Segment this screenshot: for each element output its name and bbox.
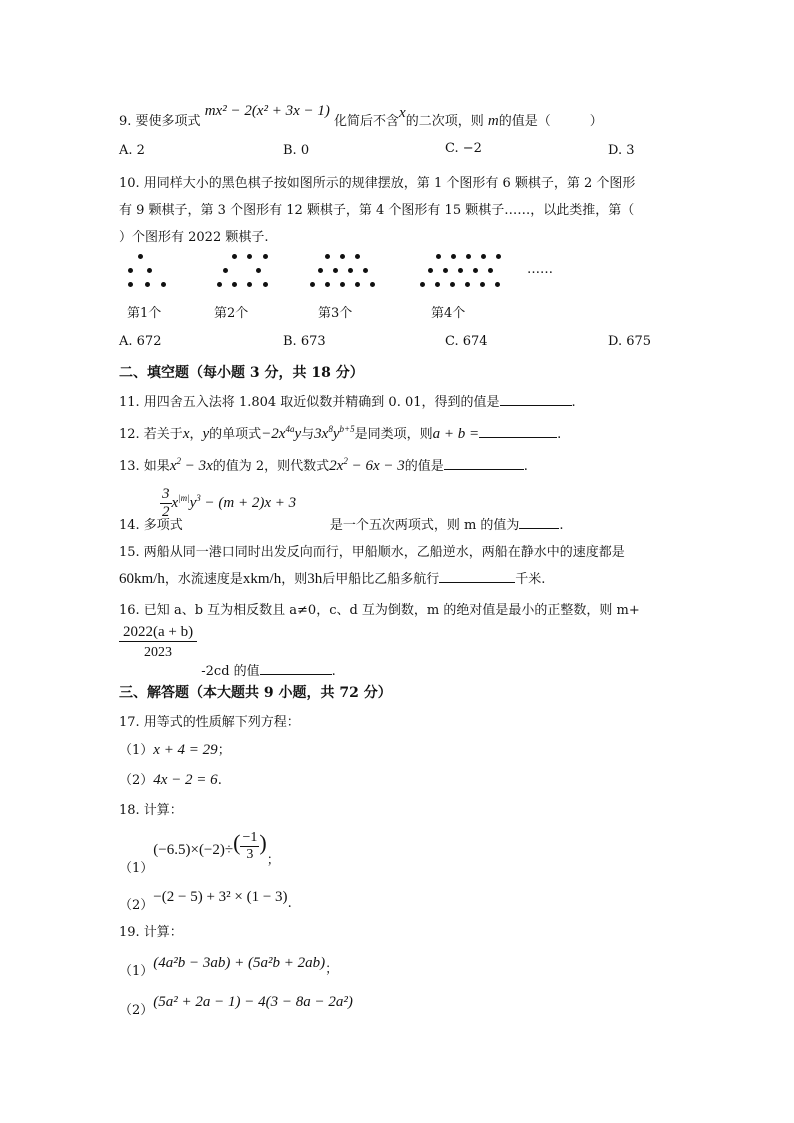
q9-option-b: B. 0 xyxy=(283,143,310,158)
figure-label-2: 第2个 xyxy=(214,306,249,321)
q9-option-a: A. 2 xyxy=(119,143,145,158)
section-fill-in-title: 二、填空题（每小题 3 分，共 18 分） xyxy=(119,365,364,381)
chess-piece xyxy=(465,282,470,287)
chess-piece xyxy=(340,282,345,287)
chess-piece xyxy=(138,254,143,259)
figure-label-4: 第4个 xyxy=(431,306,466,321)
chess-piece xyxy=(340,254,345,259)
chess-piece xyxy=(481,254,486,259)
chess-piece xyxy=(496,254,501,259)
chess-piece xyxy=(232,254,237,259)
chess-piece xyxy=(147,268,152,273)
q19-title: 19. 计算： xyxy=(119,925,183,940)
chess-piece xyxy=(128,268,133,273)
question-11: 11. 用四舍五入法将 1.804 取近似数并精确到 0. 01，得到的值是 . xyxy=(119,395,576,410)
q10-option-b: B. 673 xyxy=(283,334,326,349)
chess-piece xyxy=(247,254,252,259)
q10-line-2: 有 9 颗棋子，第 3 个图形有 12 颗棋子，第 4 个图形有 15 颗棋子……，以此类推，第（ xyxy=(119,203,635,218)
chess-piece xyxy=(145,282,150,287)
q9-expression: mx² − 2(x² + 3x − 1) xyxy=(204,103,330,119)
chess-piece xyxy=(428,268,433,273)
q10-option-d: D. 675 xyxy=(608,334,652,349)
chess-piece xyxy=(495,282,500,287)
figure-label-1: 第1个 xyxy=(127,306,162,321)
q19-part-2: （2）(5a² + 2a − 1) − 4(3 − 8a − 2a²) xyxy=(119,994,353,1018)
q10-line-1: 10. 用同样大小的黑色棋子按如图所示的规律摆放，第 1 个图形有 6 颗棋子，第 2 个图形 xyxy=(119,176,636,191)
chess-piece xyxy=(466,254,471,259)
q16-line-2: $\frac{2022(a + b)}{2023}$ -2cd 的值 . xyxy=(119,624,336,661)
section-answer-title: 三、解答题（本大题共 9 小题，共 72 分） xyxy=(119,685,392,701)
chess-piece xyxy=(363,268,368,273)
q18-part-2: （2）−(2 − 5) + 3² × (1 − 3). xyxy=(119,889,292,913)
question-13: 13. 如果$x^2 - 3x$的值为 2，则代数式$2x^2 - 6x - 3$的值是 . xyxy=(119,456,528,474)
chess-piece xyxy=(348,268,353,273)
chess-piece xyxy=(435,282,440,287)
chess-piece xyxy=(325,254,330,259)
chess-piece xyxy=(355,282,360,287)
chess-piece xyxy=(223,268,228,273)
chess-piece xyxy=(318,268,323,273)
chess-piece xyxy=(325,282,330,287)
figure-label-3: 第3个 xyxy=(318,306,353,321)
chess-piece xyxy=(473,268,478,273)
chess-piece xyxy=(488,268,493,273)
chess-piece xyxy=(370,282,375,287)
q16-line-1: 16. 已知 a、b 互为相反数且 a≠0，c、d 互为倒数，m 的绝对值是最小的正整数，则 m+ xyxy=(119,603,640,618)
chess-piece xyxy=(310,282,315,287)
q14-expression: $\frac{3}{2}$ $x^{|m|}y^3 - (m + 2)x + 3$ xyxy=(162,486,297,520)
q17-part-1: （1）x + 4 = 29； xyxy=(119,742,231,758)
chess-piece xyxy=(355,254,360,259)
q9-option-d: D. 3 xyxy=(608,143,635,158)
q10-option-c: C. 674 xyxy=(445,334,488,349)
question-12: 12. 若关于x，y的单项式$-2x^{4a}y$与$3x^8y^{b+5}$是同类项，则a + b = . xyxy=(119,424,562,442)
chess-piece xyxy=(450,282,455,287)
chess-piece xyxy=(333,268,338,273)
chess-piece xyxy=(458,268,463,273)
q18-part-1: （1）(−6.5)×(−2)÷( $\frac{-1}{3}$ )； xyxy=(119,830,280,876)
q18-title: 18. 计算： xyxy=(119,803,183,818)
q15-line-1: 15. 两船从同一港口同时出发反向而行，甲船顺水，乙船逆水，两船在静水中的速度都是 xyxy=(119,545,625,560)
q17-part-2: （2）4x − 2 = 6. xyxy=(119,772,222,788)
q10-option-a: A. 672 xyxy=(119,334,162,349)
pattern-ellipsis: …… xyxy=(527,262,553,277)
chess-piece xyxy=(420,282,425,287)
q15-line-2: 60km/h，水流速度是xkm/h，则3h后甲船比乙船多航行 千米. xyxy=(119,571,546,587)
q9-option-c: C. −2 xyxy=(445,141,482,156)
q17-title: 17. 用等式的性质解下列方程： xyxy=(119,715,300,730)
chess-piece xyxy=(263,282,268,287)
chess-piece xyxy=(256,268,261,273)
chess-piece xyxy=(128,282,133,287)
chess-piece xyxy=(247,282,252,287)
chess-piece xyxy=(436,254,441,259)
question-14: 14. 多项式 是一个五次两项式，则 m 的值为 . xyxy=(119,518,564,533)
chess-piece xyxy=(263,254,268,259)
q10-line-3: ）个图形有 2022 颗棋子. xyxy=(119,230,269,245)
chess-piece xyxy=(232,282,237,287)
question-9: 9. 要使多项式 mx² − 2(x² + 3x − 1) 化简后不含x的二次项，则 m的值是（ ） xyxy=(119,103,603,129)
chess-piece xyxy=(443,268,448,273)
chess-piece xyxy=(161,282,166,287)
chess-piece xyxy=(217,282,222,287)
q19-part-1: （1）(4a²b − 3ab) + (5a²b + 2ab)； xyxy=(119,955,339,979)
chess-piece xyxy=(451,254,456,259)
chess-piece xyxy=(480,282,485,287)
